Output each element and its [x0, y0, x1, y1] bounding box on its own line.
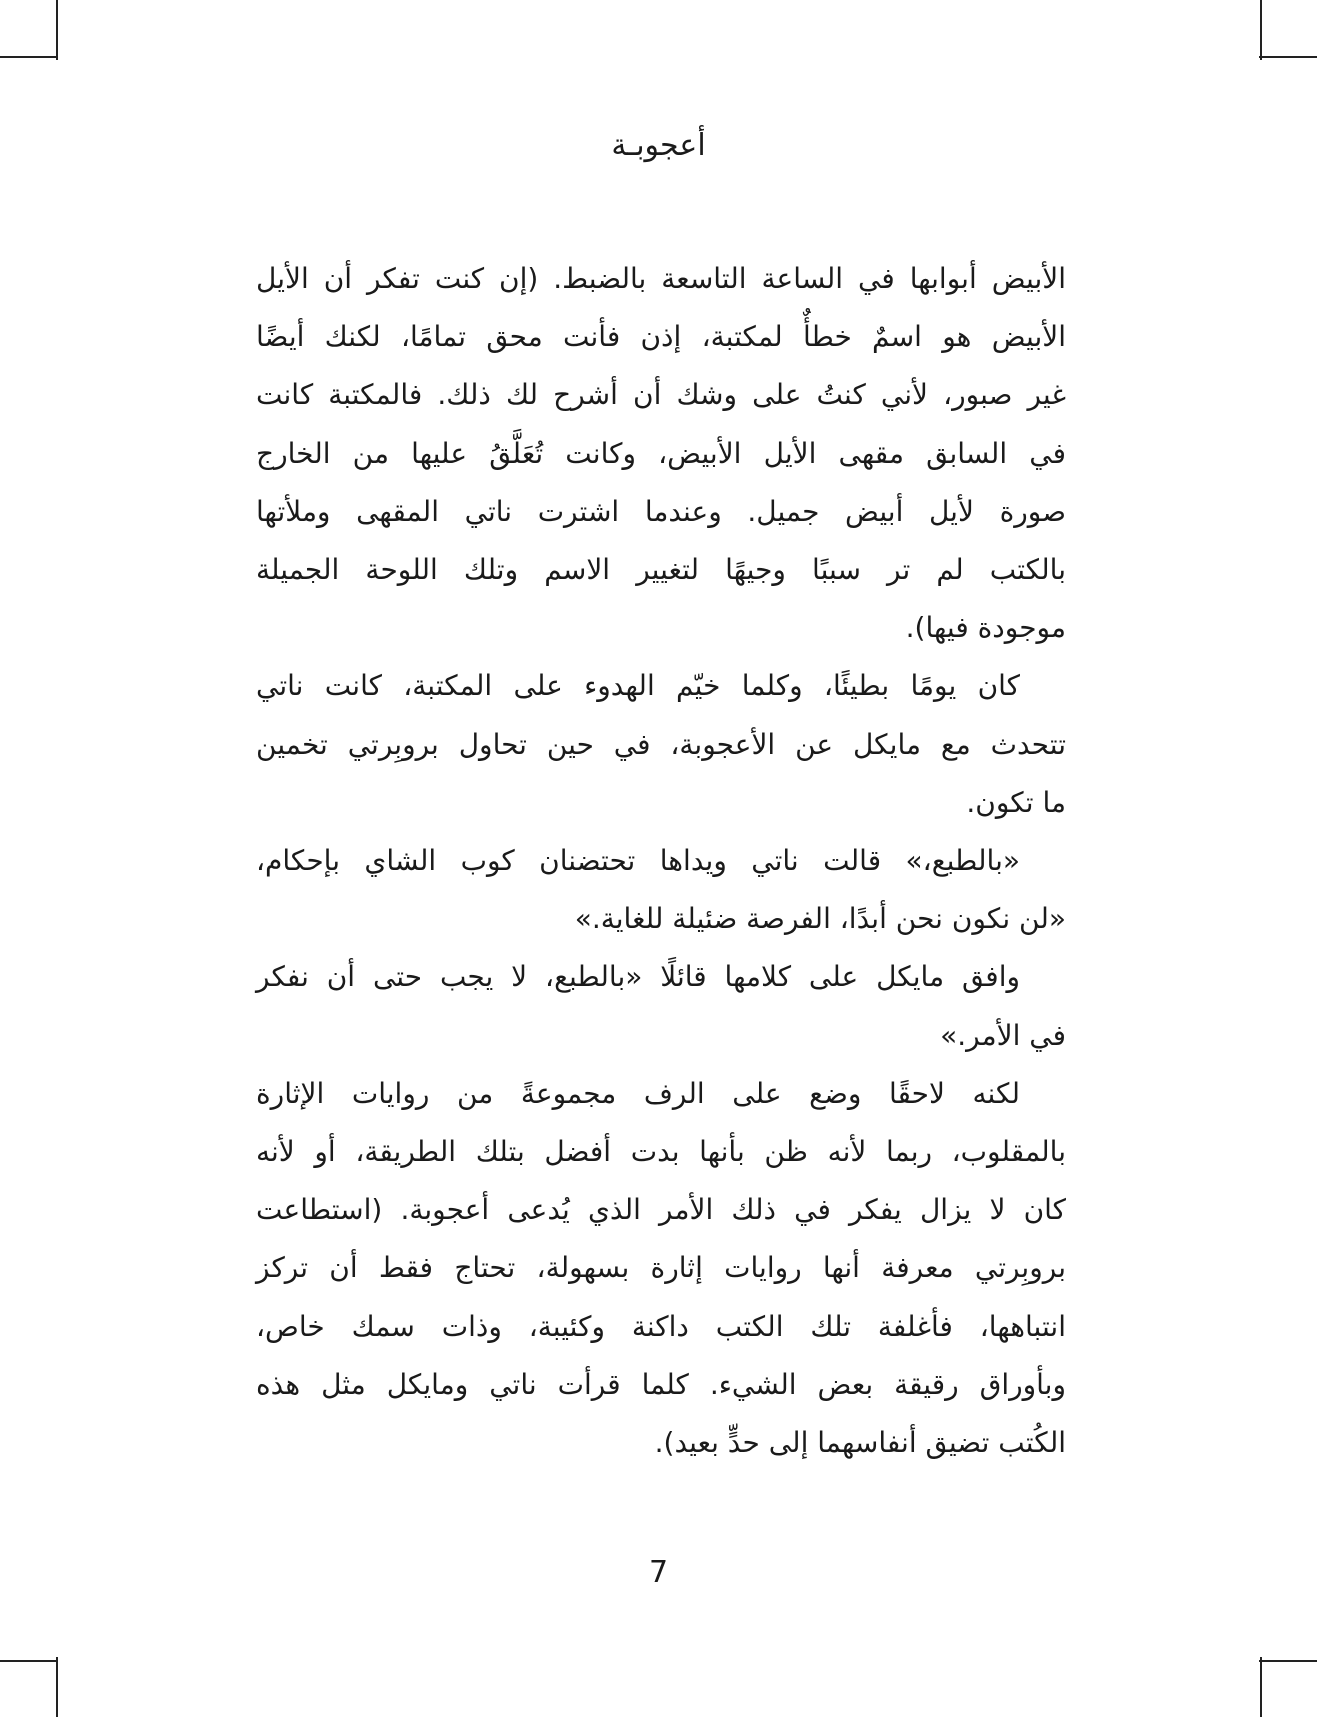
text-line: الأبيض هو اسمٌ خطأٌ لمكتبة، إذن فأنت محق تمامًا، لكنك أيضًا	[256, 320, 1066, 354]
paragraph	[256, 948, 1066, 1064]
crop-mark	[1260, 1657, 1262, 1717]
text-line: بالمقلوب، ربما لأنه ظن بأنها بدت أفضل بتلك الطريقة، أو لأنه	[256, 1135, 1066, 1169]
text-line: وبأوراق رقيقة بعض الشيء. كلما قرأت ناتي ومايكل مثل هذه	[256, 1367, 1066, 1401]
text-line: لكنه لاحقًا وضع على الرف مجموعةً من روايات الإثارة	[256, 1076, 1020, 1110]
text-line: بالكتب لم تر سببًا وجيهًا لتغيير الاسم وتلك اللوحة الجميلة	[256, 553, 1066, 587]
text-line: موجودة فيها).	[905, 611, 1066, 645]
text-line: غير صبور، لأني كنتُ على وشك أن أشرح لك ذلك. فالمكتبة كانت	[256, 378, 1066, 412]
text-line: في الأمر.»	[940, 1018, 1066, 1052]
paragraph	[256, 657, 1066, 832]
page-number: 7	[648, 1555, 669, 1590]
text-line: انتباهها، فأغلفة تلك الكتب داكنة وكئيبة، وذات سمك خاص،	[256, 1309, 1066, 1343]
crop-mark	[56, 0, 58, 60]
crop-mark	[0, 56, 58, 58]
crop-mark	[56, 1657, 58, 1717]
text-line: وافق مايكل على كلامها قائلًا «بالطبع، لا يجب حتى أن نفكر	[256, 960, 1020, 994]
text-line: بروبِرتي معرفة أنها روايات إثارة بسهولة، تحتاج فقط أن تركز	[256, 1251, 1066, 1285]
text-line: «بالطبع،» قالت ناتي ويداها تحتضنان كوب الشاي بإحكام،	[256, 844, 1020, 878]
text-line: الكُتب تضيق أنفاسهما إلى حدٍّ بعيد).	[654, 1426, 1066, 1460]
running-head: أعجوبـة	[611, 128, 706, 163]
text-line: كان لا يزال يفكر في ذلك الأمر الذي يُدعى أعجوبة. (استطاعت	[256, 1193, 1066, 1227]
text-line: كان يومًا بطيئًا، وكلما خيّم الهدوء على المكتبة، كانت ناتي	[256, 669, 1020, 703]
paragraph	[256, 250, 1066, 657]
paragraph	[256, 832, 1066, 948]
crop-mark	[1259, 56, 1317, 58]
text-line: «لن نكون نحن أبدًا، الفرصة ضئيلة للغاية.»	[574, 902, 1066, 936]
text-line: الأبيض أبوابها في الساعة التاسعة بالضبط. (إن كنت تفكر أن الأيل	[256, 262, 1066, 295]
paragraph	[256, 1065, 1066, 1472]
body-text	[256, 250, 1066, 1472]
crop-mark	[0, 1660, 58, 1662]
text-line: صورة لأيل أبيض جميل. وعندما اشترت ناتي المقهى وملأتها	[256, 494, 1066, 528]
text-line: ما تكون.	[966, 785, 1066, 819]
crop-mark	[1260, 0, 1262, 60]
text-line: في السابق مقهى الأيل الأبيض، وكانت تُعَلَّقُ عليها من الخارج	[256, 436, 1066, 470]
text-line: تتحدث مع مايكل عن الأعجوبة، في حين تحاول بروبِرتي تخمين	[256, 727, 1066, 761]
crop-mark	[1259, 1660, 1317, 1662]
